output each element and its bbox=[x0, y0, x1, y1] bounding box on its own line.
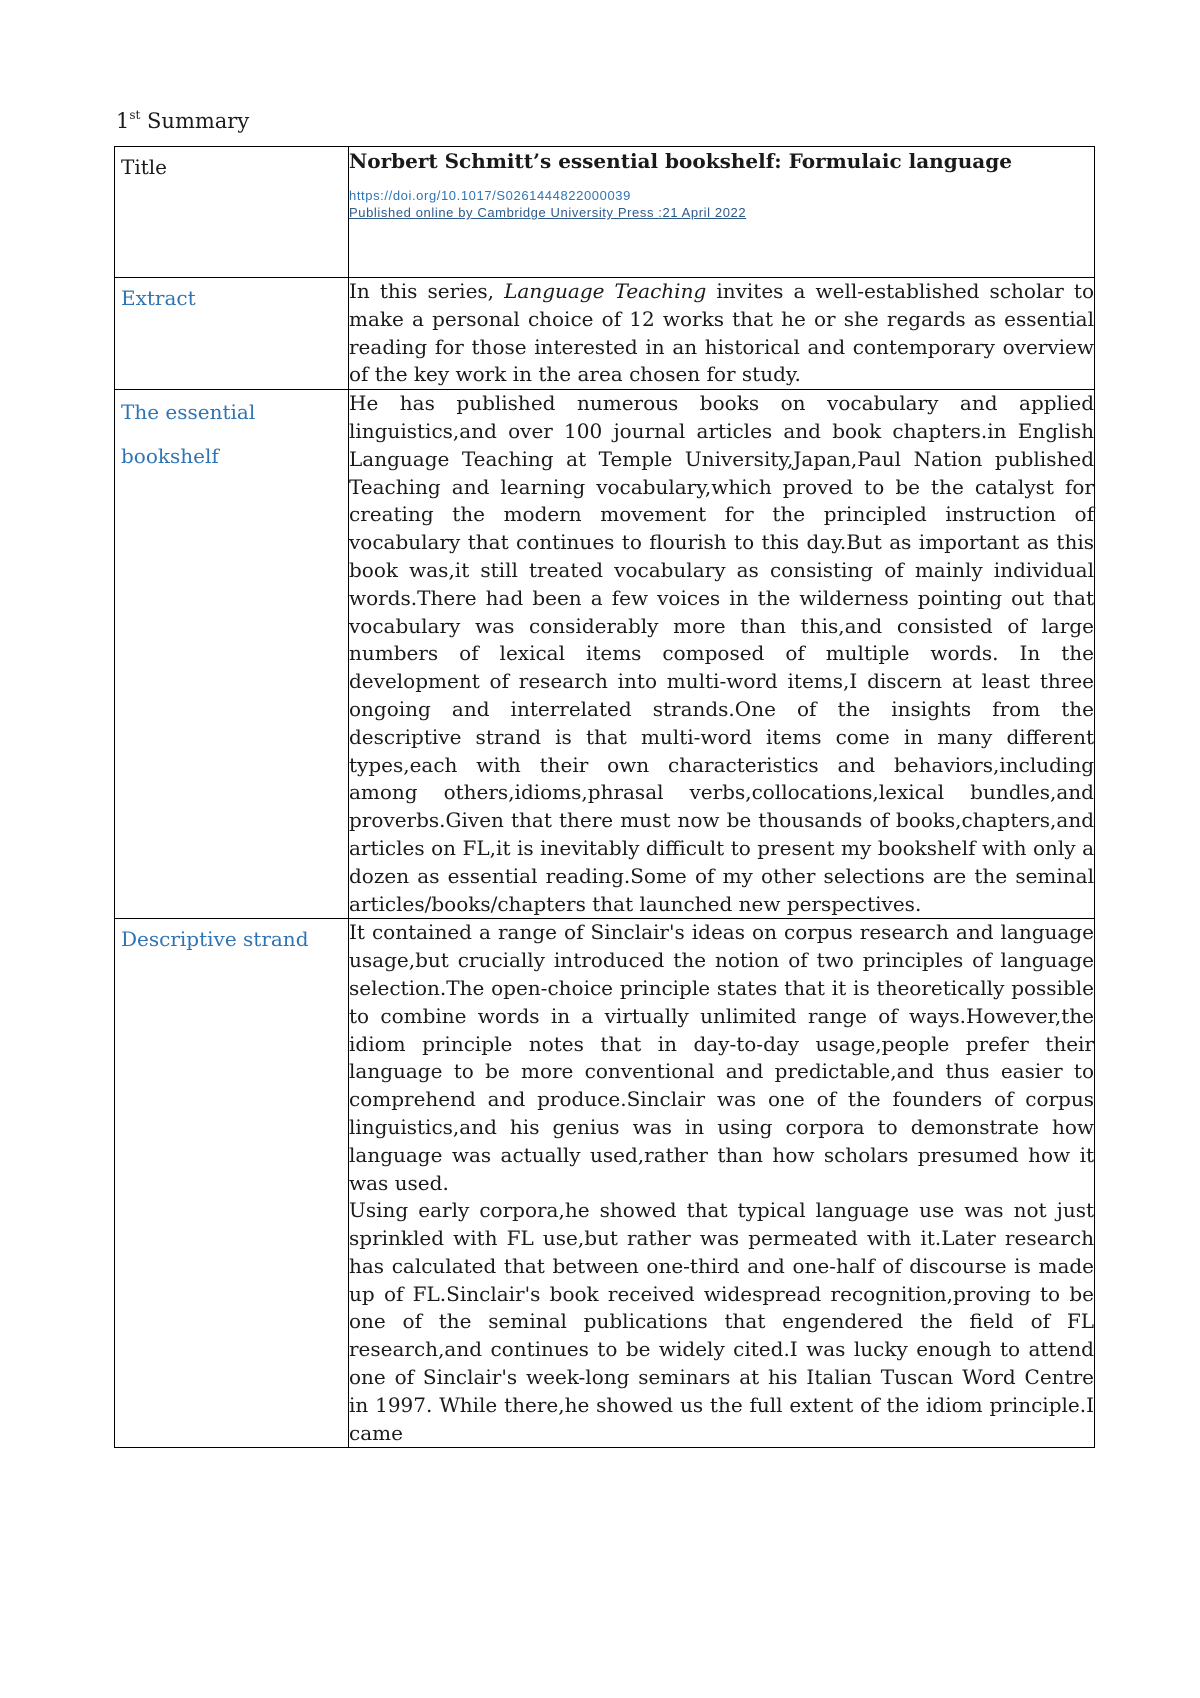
title-label: Title bbox=[121, 155, 168, 179]
bookshelf-label-cell bbox=[115, 390, 349, 919]
bookshelf-text: He has published numerous books on vocabulary and applied linguistics,and over 100 journal articles and book chapters.in English Language Teaching at Temple University,Japan,Paul Nation published Teaching and learning vocabulary,which proved to be the catalyst for creating the modern movement for the principled instruction of vocabulary that continues to flourish to this day.But as important as this book was,it still treated vocabulary as consisting of mainly individual words.There had been a few voices in the wilderness pointing out that vocabulary was considerably more than this,and consisted of large numbers of lexical items composed of multiple words. In the development of research into multi-word items,I discern at least three ongoing and interrelated strands.One of the insights from the descriptive strand is that multi-word items come in many different types,each with their own characteristics and behaviors,including among others,idioms,phrasal verbs,collocations,lexical bundles,and proverbs.Given that there must now be thousands of books,chapters,and articles on FL,it is inevitably difficult to present my bookshelf with only a dozen as essential reading.Some of my other selections are the seminal articles/books/chapters that launched new perspectives. bbox=[349, 391, 1094, 916]
extract-italic-title: Language Teaching bbox=[504, 279, 707, 303]
extract-text-start: In this series, bbox=[349, 279, 505, 303]
descriptive-label: Descriptive strand bbox=[121, 927, 309, 952]
table-row-bookshelf bbox=[115, 390, 1095, 919]
publication-info: Published online by Cambridge University Press :21 April 2022 bbox=[349, 205, 747, 220]
descriptive-label-cell bbox=[115, 919, 349, 1448]
table-row-title bbox=[115, 147, 1095, 278]
table-row-extract bbox=[115, 278, 1095, 390]
article-title: Norbert Schmitt’s essential bookshelf: Formulaic language bbox=[349, 149, 1012, 173]
page-heading bbox=[116, 108, 249, 134]
extract-label: Extract bbox=[121, 286, 196, 310]
heading-text: Summary bbox=[147, 109, 250, 133]
descriptive-paragraph-2: Using early corpora,he showed that typical language use was not just sprinkled with FL use,but rather was permeated with it.Later research has calculated that between one-third and one-half of discourse is made up of FL.Sinclair's book received widespread recognition,proving to be one of the seminal publications that engendered the field of FL research,and continues to be widely cited.I was lucky enough to attend one of Sinclair's week-long seminars at his Italian Tuscan Word Centre in 1997. While there,he showed us the full extent of the idiom principle.I came bbox=[349, 1198, 1094, 1445]
extract-label-cell bbox=[115, 278, 349, 390]
bookshelf-label-line1: The essential bbox=[121, 400, 256, 425]
bookshelf-label-line2: bookshelf bbox=[121, 444, 219, 469]
title-content-cell bbox=[349, 147, 1095, 278]
extract-content-cell bbox=[349, 278, 1095, 390]
heading-number: 1 bbox=[116, 109, 130, 133]
descriptive-paragraph-1: It contained a range of Sinclair's ideas on corpus research and language usage,but crucially introduced the notion of two principles of language selection.The open-choice principle states that it is theoretically possible to combine words in a virtually unlimited range of ways.However,the idiom principle notes that in day-to-day usage,people prefer their language to be more conventional and predictable,and thus easier to comprehend and produce.Sinclair was one of the founders of corpus linguistics,and his genius was in using corpora to demonstrate how language was actually used,rather than how scholars presumed how it was used. bbox=[349, 920, 1094, 1195]
bookshelf-content-cell bbox=[349, 390, 1095, 919]
table-row-descriptive bbox=[115, 919, 1095, 1448]
heading-superscript: st bbox=[129, 108, 141, 122]
bookshelf-label bbox=[115, 390, 348, 482]
extract-text-end: invites a well-established scholar to make a personal choice of 12 works that he or she regards as essential reading for those interested in an historical and contemporary overview of the key work in the area chosen for study. bbox=[349, 279, 1094, 387]
extract-text bbox=[349, 278, 1094, 389]
title-label-cell bbox=[115, 147, 349, 278]
summary-table bbox=[114, 146, 1095, 1448]
descriptive-content-cell bbox=[349, 919, 1095, 1448]
doi-link[interactable]: https://doi.org/10.1017/S0261444822000039 bbox=[349, 188, 631, 203]
